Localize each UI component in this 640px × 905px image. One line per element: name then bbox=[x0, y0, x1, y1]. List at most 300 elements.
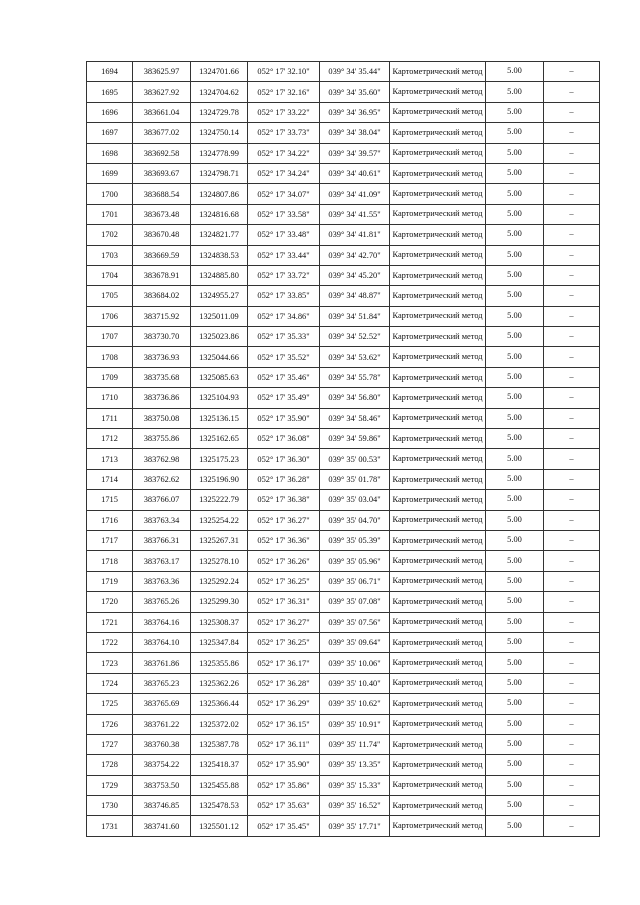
x-coordinate-cell-text: 383730.70 bbox=[143, 332, 180, 342]
table-row bbox=[87, 653, 600, 673]
method-cell bbox=[390, 592, 486, 612]
precision-cell bbox=[486, 530, 544, 550]
latitude-cell-text: 052° 17' 33.72" bbox=[257, 271, 310, 281]
point-number-cell-text: 1710 bbox=[101, 393, 118, 403]
point-number-cell bbox=[87, 694, 133, 714]
x-coordinate-cell-text: 383661.04 bbox=[143, 107, 180, 117]
method-cell-text: Картометрический метод bbox=[392, 189, 483, 199]
x-coordinate-cell-text: 383750.08 bbox=[143, 413, 180, 423]
y-coordinate-cell-text: 1325278.10 bbox=[199, 556, 239, 566]
note-cell bbox=[544, 184, 600, 204]
precision-cell bbox=[486, 184, 544, 204]
longitude-cell-text: 039° 34' 41.81" bbox=[328, 230, 381, 240]
point-number-cell-text: 1725 bbox=[101, 699, 118, 709]
note-cell bbox=[544, 551, 600, 571]
note-cell-text: – bbox=[569, 616, 574, 626]
note-cell bbox=[544, 225, 600, 245]
point-number-cell-text: 1702 bbox=[101, 230, 118, 240]
x-coordinate-cell bbox=[133, 225, 191, 245]
y-coordinate-cell-text: 1324807.86 bbox=[199, 189, 239, 199]
x-coordinate-cell bbox=[133, 367, 191, 387]
x-coordinate-cell bbox=[133, 490, 191, 510]
method-cell bbox=[390, 571, 486, 591]
x-coordinate-cell-text: 383673.48 bbox=[143, 209, 180, 219]
precision-cell bbox=[486, 225, 544, 245]
x-coordinate-cell bbox=[133, 143, 191, 163]
point-number-cell-text: 1718 bbox=[101, 556, 118, 566]
latitude-cell bbox=[248, 388, 320, 408]
method-cell-text: Картометрический метод bbox=[392, 392, 483, 402]
y-coordinate-cell bbox=[191, 612, 248, 632]
precision-cell-text: 5.00 bbox=[507, 188, 522, 198]
table-row bbox=[87, 632, 600, 652]
latitude-cell-text: 052° 17' 33.58" bbox=[257, 209, 310, 219]
y-coordinate-cell-text: 1325366.44 bbox=[199, 699, 239, 709]
latitude-cell-text: 052° 17' 35.90" bbox=[257, 760, 310, 770]
x-coordinate-cell bbox=[133, 510, 191, 530]
note-cell bbox=[544, 429, 600, 449]
latitude-cell bbox=[248, 286, 320, 306]
point-number-cell bbox=[87, 327, 133, 347]
y-coordinate-cell-text: 1325011.09 bbox=[199, 311, 239, 321]
note-cell-text: – bbox=[569, 596, 574, 606]
y-coordinate-cell bbox=[191, 265, 248, 285]
method-cell-text: Картометрический метод bbox=[392, 821, 483, 831]
x-coordinate-cell-text: 383764.10 bbox=[143, 638, 180, 648]
precision-cell bbox=[486, 796, 544, 816]
latitude-cell-text: 052° 17' 33.48" bbox=[257, 230, 310, 240]
method-cell-text: Картометрический метод bbox=[392, 107, 483, 117]
y-coordinate-cell-text: 1325044.66 bbox=[199, 352, 239, 362]
x-coordinate-cell bbox=[133, 429, 191, 449]
method-cell bbox=[390, 429, 486, 449]
longitude-cell-text: 039° 35' 10.62" bbox=[328, 699, 381, 709]
precision-cell bbox=[486, 612, 544, 632]
method-cell bbox=[390, 653, 486, 673]
longitude-cell-text: 039° 34' 39.57" bbox=[328, 148, 381, 158]
method-cell-text: Картометрический метод bbox=[392, 209, 483, 219]
longitude-cell bbox=[320, 367, 390, 387]
longitude-cell bbox=[320, 775, 390, 795]
x-coordinate-cell-text: 383741.60 bbox=[143, 821, 180, 831]
longitude-cell bbox=[320, 408, 390, 428]
precision-cell bbox=[486, 286, 544, 306]
precision-cell-text: 5.00 bbox=[507, 106, 522, 116]
note-cell-text: – bbox=[569, 106, 574, 116]
precision-cell-text: 5.00 bbox=[507, 718, 522, 728]
x-coordinate-cell-text: 383765.26 bbox=[143, 597, 180, 607]
latitude-cell bbox=[248, 816, 320, 836]
x-coordinate-cell-text: 383677.02 bbox=[143, 128, 180, 138]
y-coordinate-cell-text: 1324816.68 bbox=[199, 209, 239, 219]
x-coordinate-cell bbox=[133, 449, 191, 469]
note-cell bbox=[544, 163, 600, 183]
longitude-cell bbox=[320, 306, 390, 326]
point-number-cell-text: 1722 bbox=[101, 638, 118, 648]
x-coordinate-cell-text: 383765.23 bbox=[143, 678, 180, 688]
table-row bbox=[87, 755, 600, 775]
longitude-cell bbox=[320, 143, 390, 163]
table-row bbox=[87, 816, 600, 836]
x-coordinate-cell bbox=[133, 694, 191, 714]
point-number-cell bbox=[87, 612, 133, 632]
point-number-cell bbox=[87, 388, 133, 408]
coordinates-table bbox=[86, 61, 600, 837]
note-cell bbox=[544, 530, 600, 550]
longitude-cell-text: 039° 35' 00.53" bbox=[328, 454, 381, 464]
note-cell bbox=[544, 367, 600, 387]
note-cell bbox=[544, 694, 600, 714]
point-number-cell-text: 1721 bbox=[101, 617, 118, 627]
table-row bbox=[87, 163, 600, 183]
precision-cell-text: 5.00 bbox=[507, 433, 522, 443]
table-row bbox=[87, 123, 600, 143]
point-number-cell-text: 1727 bbox=[101, 740, 118, 750]
precision-cell-text: 5.00 bbox=[507, 555, 522, 565]
note-cell-text: – bbox=[569, 779, 574, 789]
note-cell-text: – bbox=[569, 637, 574, 647]
precision-cell bbox=[486, 327, 544, 347]
note-cell bbox=[544, 265, 600, 285]
note-cell-text: – bbox=[569, 351, 574, 361]
point-number-cell bbox=[87, 408, 133, 428]
method-cell-text: Картометрический метод bbox=[392, 780, 483, 790]
y-coordinate-cell bbox=[191, 775, 248, 795]
precision-cell bbox=[486, 388, 544, 408]
method-cell bbox=[390, 204, 486, 224]
table-row bbox=[87, 551, 600, 571]
method-cell bbox=[390, 347, 486, 367]
x-coordinate-cell-text: 383762.98 bbox=[143, 454, 180, 464]
longitude-cell-text: 039° 34' 38.04" bbox=[328, 128, 381, 138]
y-coordinate-cell bbox=[191, 367, 248, 387]
precision-cell bbox=[486, 429, 544, 449]
y-coordinate-cell bbox=[191, 245, 248, 265]
point-number-cell-text: 1716 bbox=[101, 515, 118, 525]
longitude-cell-text: 039° 35' 07.56" bbox=[328, 617, 381, 627]
precision-cell-text: 5.00 bbox=[507, 372, 522, 382]
longitude-cell-text: 039° 35' 03.04" bbox=[328, 495, 381, 505]
x-coordinate-cell-text: 383755.86 bbox=[143, 434, 180, 444]
latitude-cell-text: 052° 17' 36.30" bbox=[257, 454, 310, 464]
method-cell-text: Картометрический метод bbox=[392, 556, 483, 566]
method-cell-text: Картометрический метод bbox=[392, 515, 483, 525]
longitude-cell-text: 039° 34' 35.60" bbox=[328, 87, 381, 97]
x-coordinate-cell-text: 383625.97 bbox=[143, 67, 180, 77]
point-number-cell bbox=[87, 82, 133, 102]
latitude-cell-text: 052° 17' 36.36" bbox=[257, 536, 310, 546]
x-coordinate-cell-text: 383735.68 bbox=[143, 373, 180, 383]
latitude-cell-text: 052° 17' 36.38" bbox=[257, 495, 310, 505]
table-row bbox=[87, 673, 600, 693]
point-number-cell-text: 1712 bbox=[101, 434, 118, 444]
note-cell-text: – bbox=[569, 290, 574, 300]
point-number-cell bbox=[87, 306, 133, 326]
note-cell bbox=[544, 143, 600, 163]
precision-cell-text: 5.00 bbox=[507, 779, 522, 789]
latitude-cell-text: 052° 17' 34.07" bbox=[257, 189, 310, 199]
x-coordinate-cell bbox=[133, 62, 191, 82]
longitude-cell bbox=[320, 225, 390, 245]
x-coordinate-cell-text: 383754.22 bbox=[143, 760, 180, 770]
longitude-cell-text: 039° 34' 41.55" bbox=[328, 209, 381, 219]
x-coordinate-cell bbox=[133, 469, 191, 489]
x-coordinate-cell bbox=[133, 653, 191, 673]
longitude-cell bbox=[320, 62, 390, 82]
longitude-cell-text: 039° 34' 52.52" bbox=[328, 332, 381, 342]
table-row bbox=[87, 245, 600, 265]
x-coordinate-cell-text: 383765.69 bbox=[143, 699, 180, 709]
note-cell bbox=[544, 714, 600, 734]
method-cell bbox=[390, 530, 486, 550]
precision-cell bbox=[486, 306, 544, 326]
latitude-cell-text: 052° 17' 36.29" bbox=[257, 699, 310, 709]
latitude-cell-text: 052° 17' 34.86" bbox=[257, 311, 310, 321]
latitude-cell-text: 052° 17' 36.28" bbox=[257, 678, 310, 688]
point-number-cell-text: 1711 bbox=[101, 413, 118, 423]
latitude-cell bbox=[248, 62, 320, 82]
x-coordinate-cell bbox=[133, 327, 191, 347]
latitude-cell bbox=[248, 408, 320, 428]
x-coordinate-cell bbox=[133, 265, 191, 285]
latitude-cell-text: 052° 17' 32.10" bbox=[257, 67, 310, 77]
note-cell-text: – bbox=[569, 677, 574, 687]
y-coordinate-cell-text: 1325267.31 bbox=[199, 536, 239, 546]
latitude-cell-text: 052° 17' 34.24" bbox=[257, 169, 310, 179]
latitude-cell bbox=[248, 429, 320, 449]
table-row bbox=[87, 225, 600, 245]
point-number-cell bbox=[87, 551, 133, 571]
point-number-cell-text: 1703 bbox=[101, 250, 118, 260]
y-coordinate-cell-text: 1325023.86 bbox=[199, 332, 239, 342]
point-number-cell bbox=[87, 245, 133, 265]
y-coordinate-cell-text: 1325175.23 bbox=[199, 454, 239, 464]
precision-cell-text: 5.00 bbox=[507, 575, 522, 585]
x-coordinate-cell-text: 383670.48 bbox=[143, 230, 180, 240]
y-coordinate-cell bbox=[191, 62, 248, 82]
point-number-cell bbox=[87, 530, 133, 550]
x-coordinate-cell bbox=[133, 755, 191, 775]
method-cell-text: Картометрический метод bbox=[392, 331, 483, 341]
y-coordinate-cell-text: 1325162.65 bbox=[199, 434, 239, 444]
y-coordinate-cell bbox=[191, 734, 248, 754]
x-coordinate-cell bbox=[133, 204, 191, 224]
point-number-cell bbox=[87, 347, 133, 367]
y-coordinate-cell-text: 1325222.79 bbox=[199, 495, 239, 505]
table-row bbox=[87, 265, 600, 285]
method-cell-text: Картометрический метод bbox=[392, 311, 483, 321]
point-number-cell bbox=[87, 102, 133, 122]
note-cell-text: – bbox=[569, 657, 574, 667]
latitude-cell-text: 052° 17' 36.15" bbox=[257, 719, 310, 729]
y-coordinate-cell bbox=[191, 796, 248, 816]
y-coordinate-cell-text: 1325136.15 bbox=[199, 413, 239, 423]
longitude-cell-text: 039° 35' 17.71" bbox=[328, 821, 381, 831]
table-row bbox=[87, 612, 600, 632]
method-cell bbox=[390, 734, 486, 754]
precision-cell bbox=[486, 490, 544, 510]
precision-cell-text: 5.00 bbox=[507, 494, 522, 504]
latitude-cell-text: 052° 17' 35.86" bbox=[257, 780, 310, 790]
y-coordinate-cell-text: 1324704.62 bbox=[199, 87, 239, 97]
table-row bbox=[87, 347, 600, 367]
point-number-cell bbox=[87, 163, 133, 183]
longitude-cell bbox=[320, 469, 390, 489]
precision-cell bbox=[486, 123, 544, 143]
note-cell-text: – bbox=[569, 270, 574, 280]
x-coordinate-cell-text: 383746.85 bbox=[143, 801, 180, 811]
method-cell bbox=[390, 82, 486, 102]
longitude-cell bbox=[320, 755, 390, 775]
precision-cell-text: 5.00 bbox=[507, 249, 522, 259]
latitude-cell bbox=[248, 245, 320, 265]
method-cell-text: Картометрический метод bbox=[392, 352, 483, 362]
longitude-cell-text: 039° 35' 05.39" bbox=[328, 536, 381, 546]
longitude-cell bbox=[320, 204, 390, 224]
y-coordinate-cell-text: 1324885.80 bbox=[199, 271, 239, 281]
longitude-cell-text: 039° 34' 45.20" bbox=[328, 271, 381, 281]
point-number-cell-text: 1706 bbox=[101, 311, 118, 321]
method-cell bbox=[390, 816, 486, 836]
longitude-cell bbox=[320, 123, 390, 143]
method-cell-text: Картометрический метод bbox=[392, 576, 483, 586]
point-number-cell-text: 1714 bbox=[101, 475, 118, 484]
x-coordinate-cell-text: 383736.86 bbox=[143, 393, 180, 403]
precision-cell-text: 5.00 bbox=[507, 412, 522, 422]
x-coordinate-cell bbox=[133, 775, 191, 795]
note-cell bbox=[544, 469, 600, 489]
latitude-cell bbox=[248, 204, 320, 224]
note-cell-text: – bbox=[569, 474, 574, 483]
x-coordinate-cell bbox=[133, 286, 191, 306]
precision-cell bbox=[486, 102, 544, 122]
point-number-cell bbox=[87, 429, 133, 449]
latitude-cell bbox=[248, 265, 320, 285]
latitude-cell-text: 052° 17' 36.31" bbox=[257, 597, 310, 607]
method-cell-text: Картометрический метод bbox=[392, 229, 483, 239]
method-cell bbox=[390, 388, 486, 408]
y-coordinate-cell-text: 1325104.93 bbox=[199, 393, 239, 403]
x-coordinate-cell-text: 383736.93 bbox=[143, 352, 180, 362]
method-cell-text: Картометрический метод bbox=[392, 596, 483, 606]
method-cell-text: Картометрический метод bbox=[392, 678, 483, 688]
method-cell bbox=[390, 225, 486, 245]
latitude-cell bbox=[248, 102, 320, 122]
precision-cell-text: 5.00 bbox=[507, 66, 522, 76]
x-coordinate-cell-text: 383763.17 bbox=[143, 556, 180, 566]
y-coordinate-cell bbox=[191, 408, 248, 428]
point-number-cell-text: 1696 bbox=[101, 107, 118, 117]
latitude-cell bbox=[248, 225, 320, 245]
method-cell bbox=[390, 245, 486, 265]
y-coordinate-cell bbox=[191, 530, 248, 550]
method-cell-text: Картометрический метод bbox=[392, 168, 483, 178]
point-number-cell bbox=[87, 367, 133, 387]
note-cell bbox=[544, 449, 600, 469]
table-row bbox=[87, 143, 600, 163]
precision-cell bbox=[486, 673, 544, 693]
longitude-cell bbox=[320, 612, 390, 632]
y-coordinate-cell bbox=[191, 225, 248, 245]
table-row bbox=[87, 571, 600, 591]
note-cell-text: – bbox=[569, 168, 574, 178]
table-row bbox=[87, 734, 600, 754]
y-coordinate-cell bbox=[191, 714, 248, 734]
x-coordinate-cell bbox=[133, 82, 191, 102]
longitude-cell bbox=[320, 510, 390, 530]
longitude-cell-text: 039° 35' 16.52" bbox=[328, 801, 381, 811]
note-cell-text: – bbox=[569, 66, 574, 76]
table-row bbox=[87, 775, 600, 795]
point-number-cell-text: 1713 bbox=[101, 454, 118, 464]
point-number-cell-text: 1705 bbox=[101, 291, 118, 301]
x-coordinate-cell bbox=[133, 123, 191, 143]
latitude-cell-text: 052° 17' 33.73" bbox=[257, 128, 310, 138]
longitude-cell-text: 039° 35' 10.40" bbox=[328, 678, 381, 688]
point-number-cell bbox=[87, 632, 133, 652]
latitude-cell-text: 052° 17' 35.90" bbox=[257, 413, 310, 423]
x-coordinate-cell-text: 383678.91 bbox=[143, 271, 180, 281]
y-coordinate-cell-text: 1325308.37 bbox=[199, 617, 239, 627]
point-number-cell-text: 1719 bbox=[101, 576, 118, 586]
longitude-cell-text: 039° 35' 01.78" bbox=[328, 475, 381, 484]
latitude-cell bbox=[248, 694, 320, 714]
x-coordinate-cell bbox=[133, 245, 191, 265]
precision-cell-text: 5.00 bbox=[507, 208, 522, 218]
x-coordinate-cell bbox=[133, 102, 191, 122]
method-cell bbox=[390, 143, 486, 163]
method-cell bbox=[390, 123, 486, 143]
longitude-cell bbox=[320, 714, 390, 734]
latitude-cell-text: 052° 17' 33.44" bbox=[257, 250, 310, 260]
precision-cell bbox=[486, 775, 544, 795]
precision-cell-text: 5.00 bbox=[507, 514, 522, 524]
longitude-cell bbox=[320, 327, 390, 347]
y-coordinate-cell-text: 1324750.14 bbox=[199, 128, 239, 138]
longitude-cell bbox=[320, 694, 390, 714]
point-number-cell bbox=[87, 592, 133, 612]
y-coordinate-cell bbox=[191, 286, 248, 306]
x-coordinate-cell bbox=[133, 184, 191, 204]
point-number-cell-text: 1717 bbox=[101, 536, 118, 546]
method-cell bbox=[390, 163, 486, 183]
note-cell bbox=[544, 245, 600, 265]
point-number-cell-text: 1697 bbox=[101, 128, 118, 138]
precision-cell bbox=[486, 367, 544, 387]
note-cell bbox=[544, 102, 600, 122]
method-cell bbox=[390, 62, 486, 82]
point-number-cell-text: 1709 bbox=[101, 373, 118, 383]
method-cell bbox=[390, 632, 486, 652]
latitude-cell-text: 052° 17' 36.28" bbox=[257, 475, 310, 484]
longitude-cell bbox=[320, 632, 390, 652]
latitude-cell bbox=[248, 714, 320, 734]
point-number-cell bbox=[87, 62, 133, 82]
note-cell bbox=[544, 306, 600, 326]
table-row bbox=[87, 530, 600, 550]
point-number-cell-text: 1730 bbox=[101, 801, 118, 811]
point-number-cell bbox=[87, 123, 133, 143]
y-coordinate-cell-text: 1325347.84 bbox=[199, 638, 239, 648]
point-number-cell bbox=[87, 653, 133, 673]
point-number-cell bbox=[87, 571, 133, 591]
table-body bbox=[87, 62, 600, 837]
note-cell bbox=[544, 632, 600, 652]
note-cell-text: – bbox=[569, 453, 574, 463]
latitude-cell bbox=[248, 449, 320, 469]
precision-cell bbox=[486, 571, 544, 591]
table-row bbox=[87, 82, 600, 102]
